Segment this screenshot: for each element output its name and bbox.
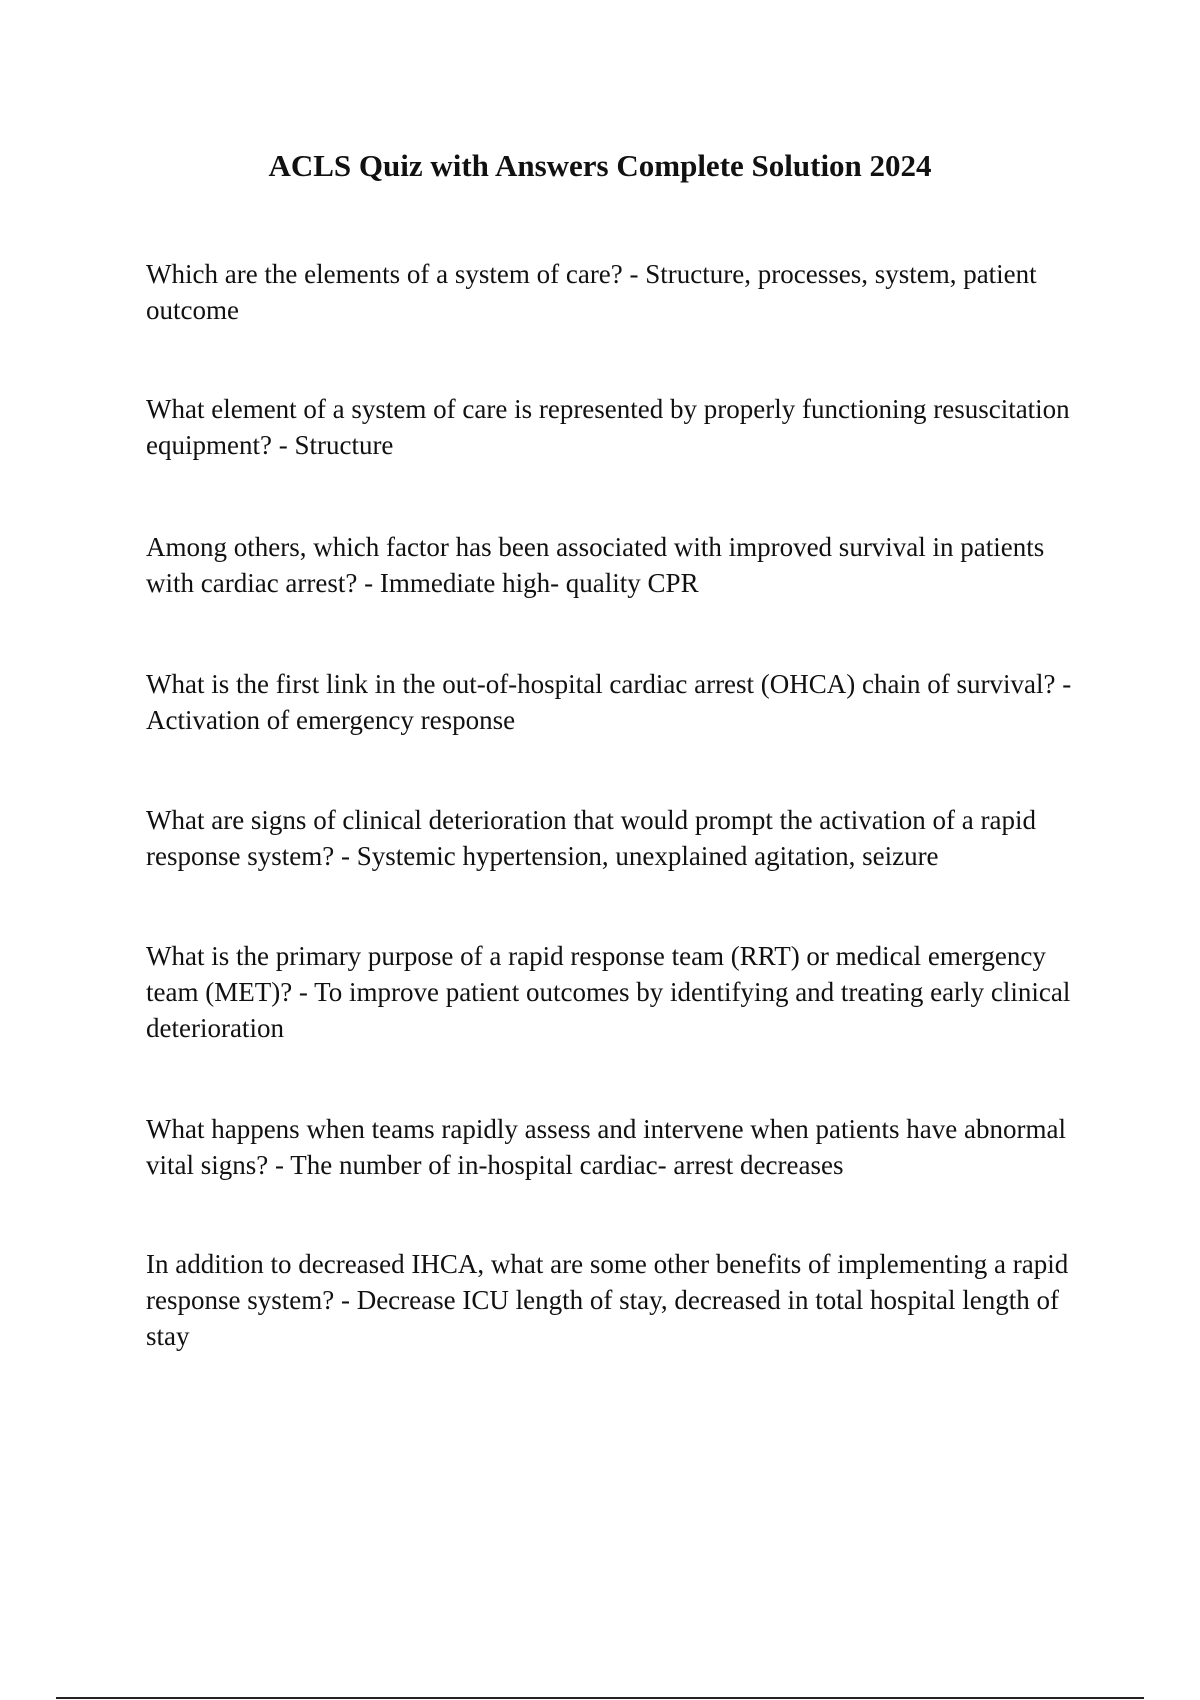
qa-item-4: What is the first link in the out-of-hospital cardiac arrest (OHCA) chain of survival? - Activation of emergency response — [146, 669, 1072, 735]
qa-item-8: In addition to decreased IHCA, what are some other benefits of implementing a rapid response system? - Decrease ICU length of stay, decreased in total hospital length of stay — [146, 1249, 1069, 1351]
document-title: ACLS Quiz with Answers Complete Solution 2024 — [268, 148, 932, 183]
qa-item-7: What happens when teams rapidly assess and intervene when patients have abnormal vital signs? - The number of in-hospital cardiac- arrest decreases — [146, 1114, 1066, 1180]
qa-item-2: What element of a system of care is represented by properly functioning resuscitation equipment? - Structure — [146, 394, 1070, 460]
qa-item-3: Among others, which factor has been associated with improved survival in patients with cardiac arrest? - Immediate high- quality CPR — [146, 532, 1045, 598]
qa-item-5: What are signs of clinical deterioration that would prompt the activation of a rapid response system? - Systemic hypertension, unexplained agitation, seizure — [146, 805, 1036, 871]
footer-divider — [56, 1697, 1144, 1699]
qa-item-1: Which are the elements of a system of care? - Structure, processes, system, patient outcome — [146, 259, 1037, 325]
qa-item-6: What is the primary purpose of a rapid response team (RRT) or medical emergency team (MET)? - To improve patient outcomes by identifying and treating early clinical deterioration — [146, 941, 1071, 1043]
